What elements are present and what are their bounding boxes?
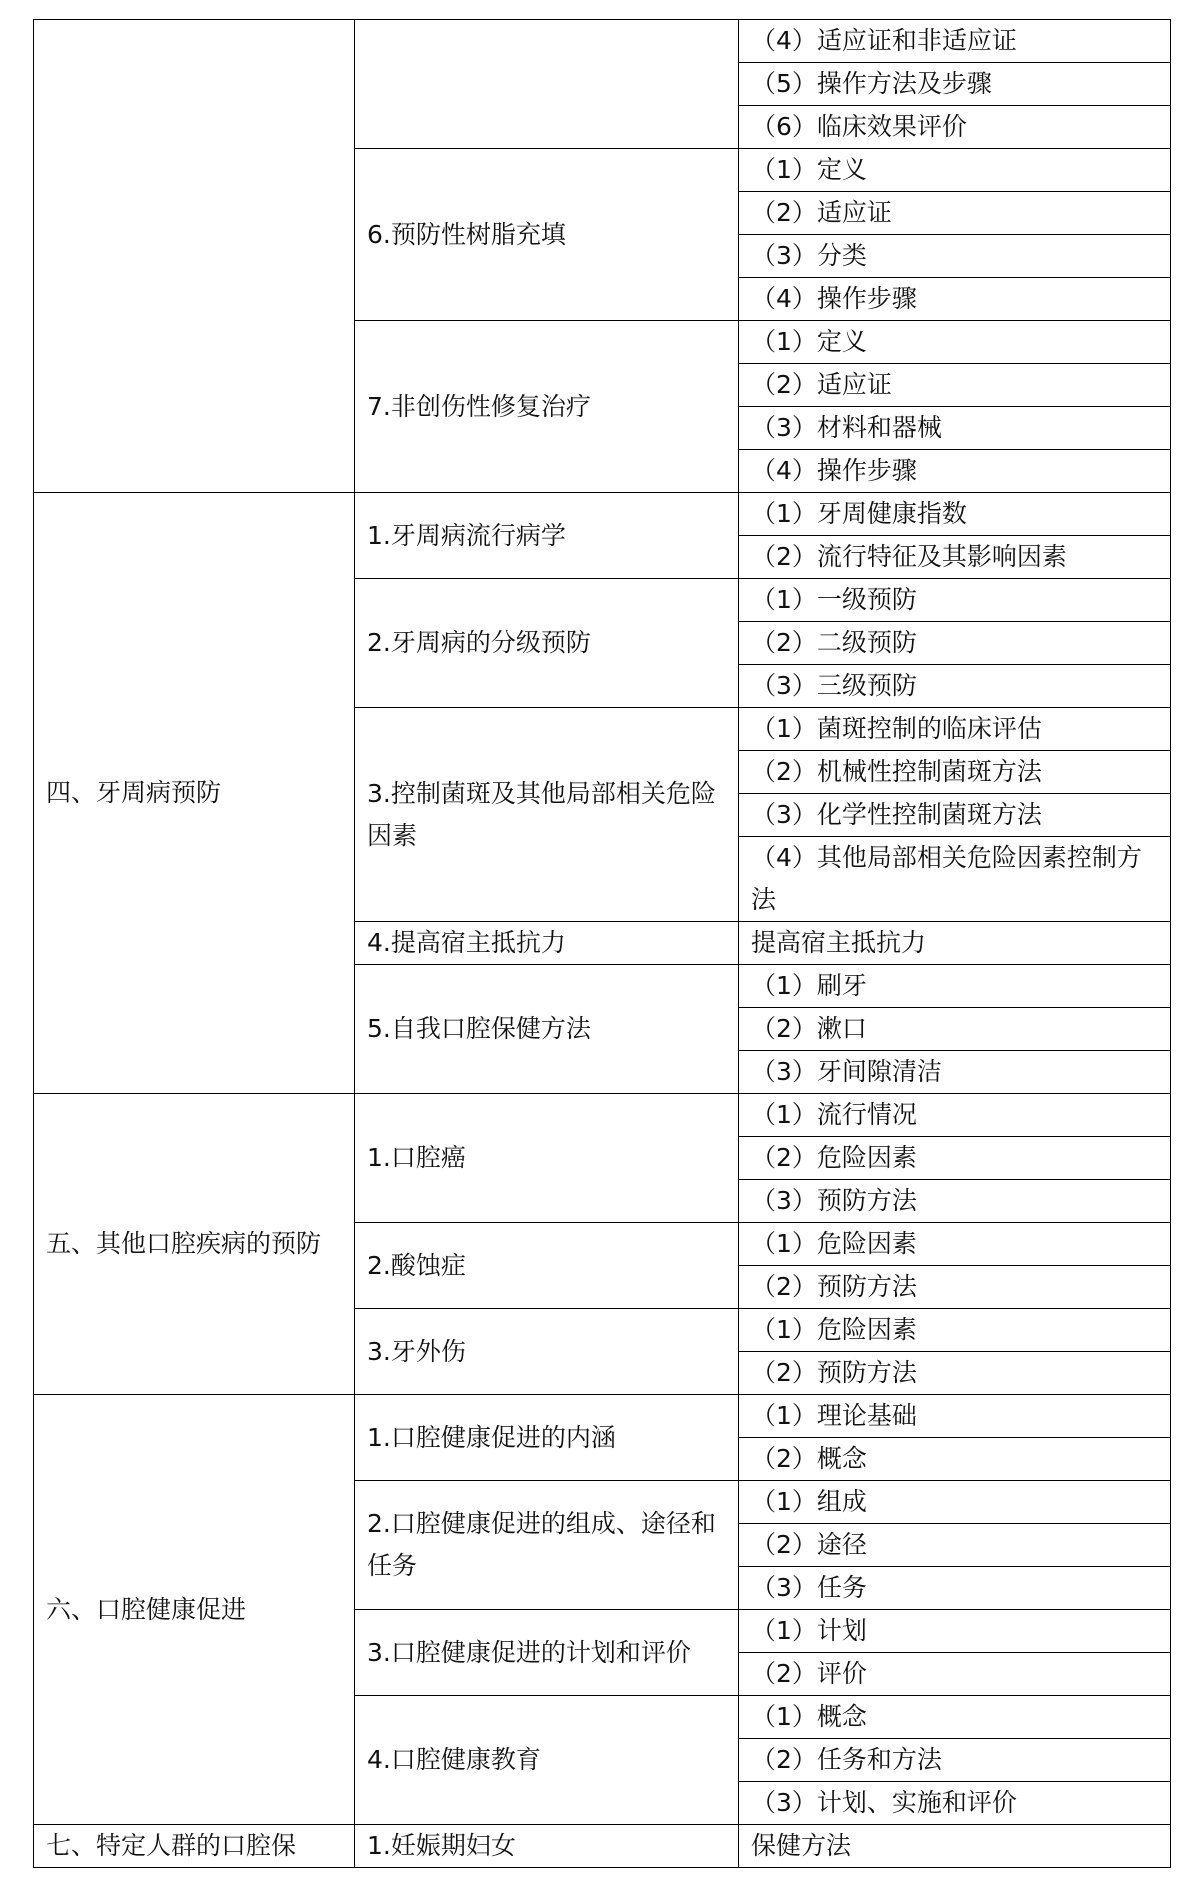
topic-item: （2）漱口: [739, 1008, 1171, 1051]
subsection-title: 2.口腔健康促进的组成、途径和任务: [355, 1481, 739, 1610]
topic-item: （6）临床效果评价: [739, 106, 1171, 149]
topic-item: （1）概念: [739, 1696, 1171, 1739]
table-row: [34, 493, 1171, 536]
topic-item: （2）任务和方法: [739, 1739, 1171, 1782]
table-row: [34, 1825, 1171, 1868]
subsection-title: 3.牙外伤: [355, 1309, 739, 1395]
topic-item: （3）材料和器械: [739, 407, 1171, 450]
topic-item: （4）操作步骤: [739, 278, 1171, 321]
topic-item: 保健方法: [739, 1825, 1171, 1868]
subsection-title: 1.牙周病流行病学: [355, 493, 739, 579]
topic-item: （2）预防方法: [739, 1352, 1171, 1395]
section-title: 七、特定人群的口腔保: [34, 1825, 355, 1868]
topic-item: 提高宿主抵抗力: [739, 922, 1171, 965]
subsection-title: 1.口腔健康促进的内涵: [355, 1395, 739, 1481]
topic-item: （1）一级预防: [739, 579, 1171, 622]
subsection-title: 7.非创伤性修复治疗: [355, 321, 739, 493]
subsection-title: 5.自我口腔保健方法: [355, 965, 739, 1094]
subsection-title: 1.口腔癌: [355, 1094, 739, 1223]
topic-item: （2）概念: [739, 1438, 1171, 1481]
topic-item: （1）计划: [739, 1610, 1171, 1653]
subsection-title: 4.提高宿主抵抗力: [355, 922, 739, 965]
topic-item: （1）菌斑控制的临床评估: [739, 708, 1171, 751]
subsection-title: 4.口腔健康教育: [355, 1696, 739, 1825]
topic-item: （2）预防方法: [739, 1266, 1171, 1309]
topic-item: （3）牙间隙清洁: [739, 1051, 1171, 1094]
topic-item: （1）牙周健康指数: [739, 493, 1171, 536]
topic-item: （1）流行情况: [739, 1094, 1171, 1137]
table-row: [34, 20, 1171, 63]
subsection-title: 1.妊娠期妇女: [355, 1825, 739, 1868]
topic-item: （1）危险因素: [739, 1309, 1171, 1352]
syllabus-table-body: [34, 20, 1171, 1868]
subsection-title: 6.预防性树脂充填: [355, 149, 739, 321]
topic-item: （3）计划、实施和评价: [739, 1782, 1171, 1825]
subsection-title: 2.酸蚀症: [355, 1223, 739, 1309]
topic-item: （3）任务: [739, 1567, 1171, 1610]
section-title: 五、其他口腔疾病的预防: [34, 1094, 355, 1395]
subsection-title: 3.控制菌斑及其他局部相关危险因素: [355, 708, 739, 922]
topic-item: （4）操作步骤: [739, 450, 1171, 493]
topic-item: （3）预防方法: [739, 1180, 1171, 1223]
topic-item: （2）途径: [739, 1524, 1171, 1567]
topic-item: （1）定义: [739, 321, 1171, 364]
table-row: [34, 1094, 1171, 1137]
subsection-title: 3.口腔健康促进的计划和评价: [355, 1610, 739, 1696]
topic-item: （2）流行特征及其影响因素: [739, 536, 1171, 579]
section-title: [34, 20, 355, 493]
topic-item: （3）化学性控制菌斑方法: [739, 794, 1171, 837]
topic-item: （2）危险因素: [739, 1137, 1171, 1180]
topic-item: （4）其他局部相关危险因素控制方法: [739, 837, 1171, 922]
topic-item: （3）分类: [739, 235, 1171, 278]
topic-item: （2）评价: [739, 1653, 1171, 1696]
section-title: 六、口腔健康促进: [34, 1395, 355, 1825]
topic-item: （2）适应证: [739, 364, 1171, 407]
topic-item: （2）二级预防: [739, 622, 1171, 665]
topic-item: （1）刷牙: [739, 965, 1171, 1008]
subsection-title: [355, 20, 739, 149]
table-row: [34, 1395, 1171, 1438]
topic-item: （1）危险因素: [739, 1223, 1171, 1266]
syllabus-table: [33, 19, 1171, 1868]
topic-item: （1）理论基础: [739, 1395, 1171, 1438]
topic-item: （3）三级预防: [739, 665, 1171, 708]
section-title: 四、牙周病预防: [34, 493, 355, 1094]
topic-item: （1）组成: [739, 1481, 1171, 1524]
topic-item: （2）机械性控制菌斑方法: [739, 751, 1171, 794]
subsection-title: 2.牙周病的分级预防: [355, 579, 739, 708]
topic-item: （2）适应证: [739, 192, 1171, 235]
topic-item: （1）定义: [739, 149, 1171, 192]
topic-item: （4）适应证和非适应证: [739, 20, 1171, 63]
topic-item: （5）操作方法及步骤: [739, 63, 1171, 106]
